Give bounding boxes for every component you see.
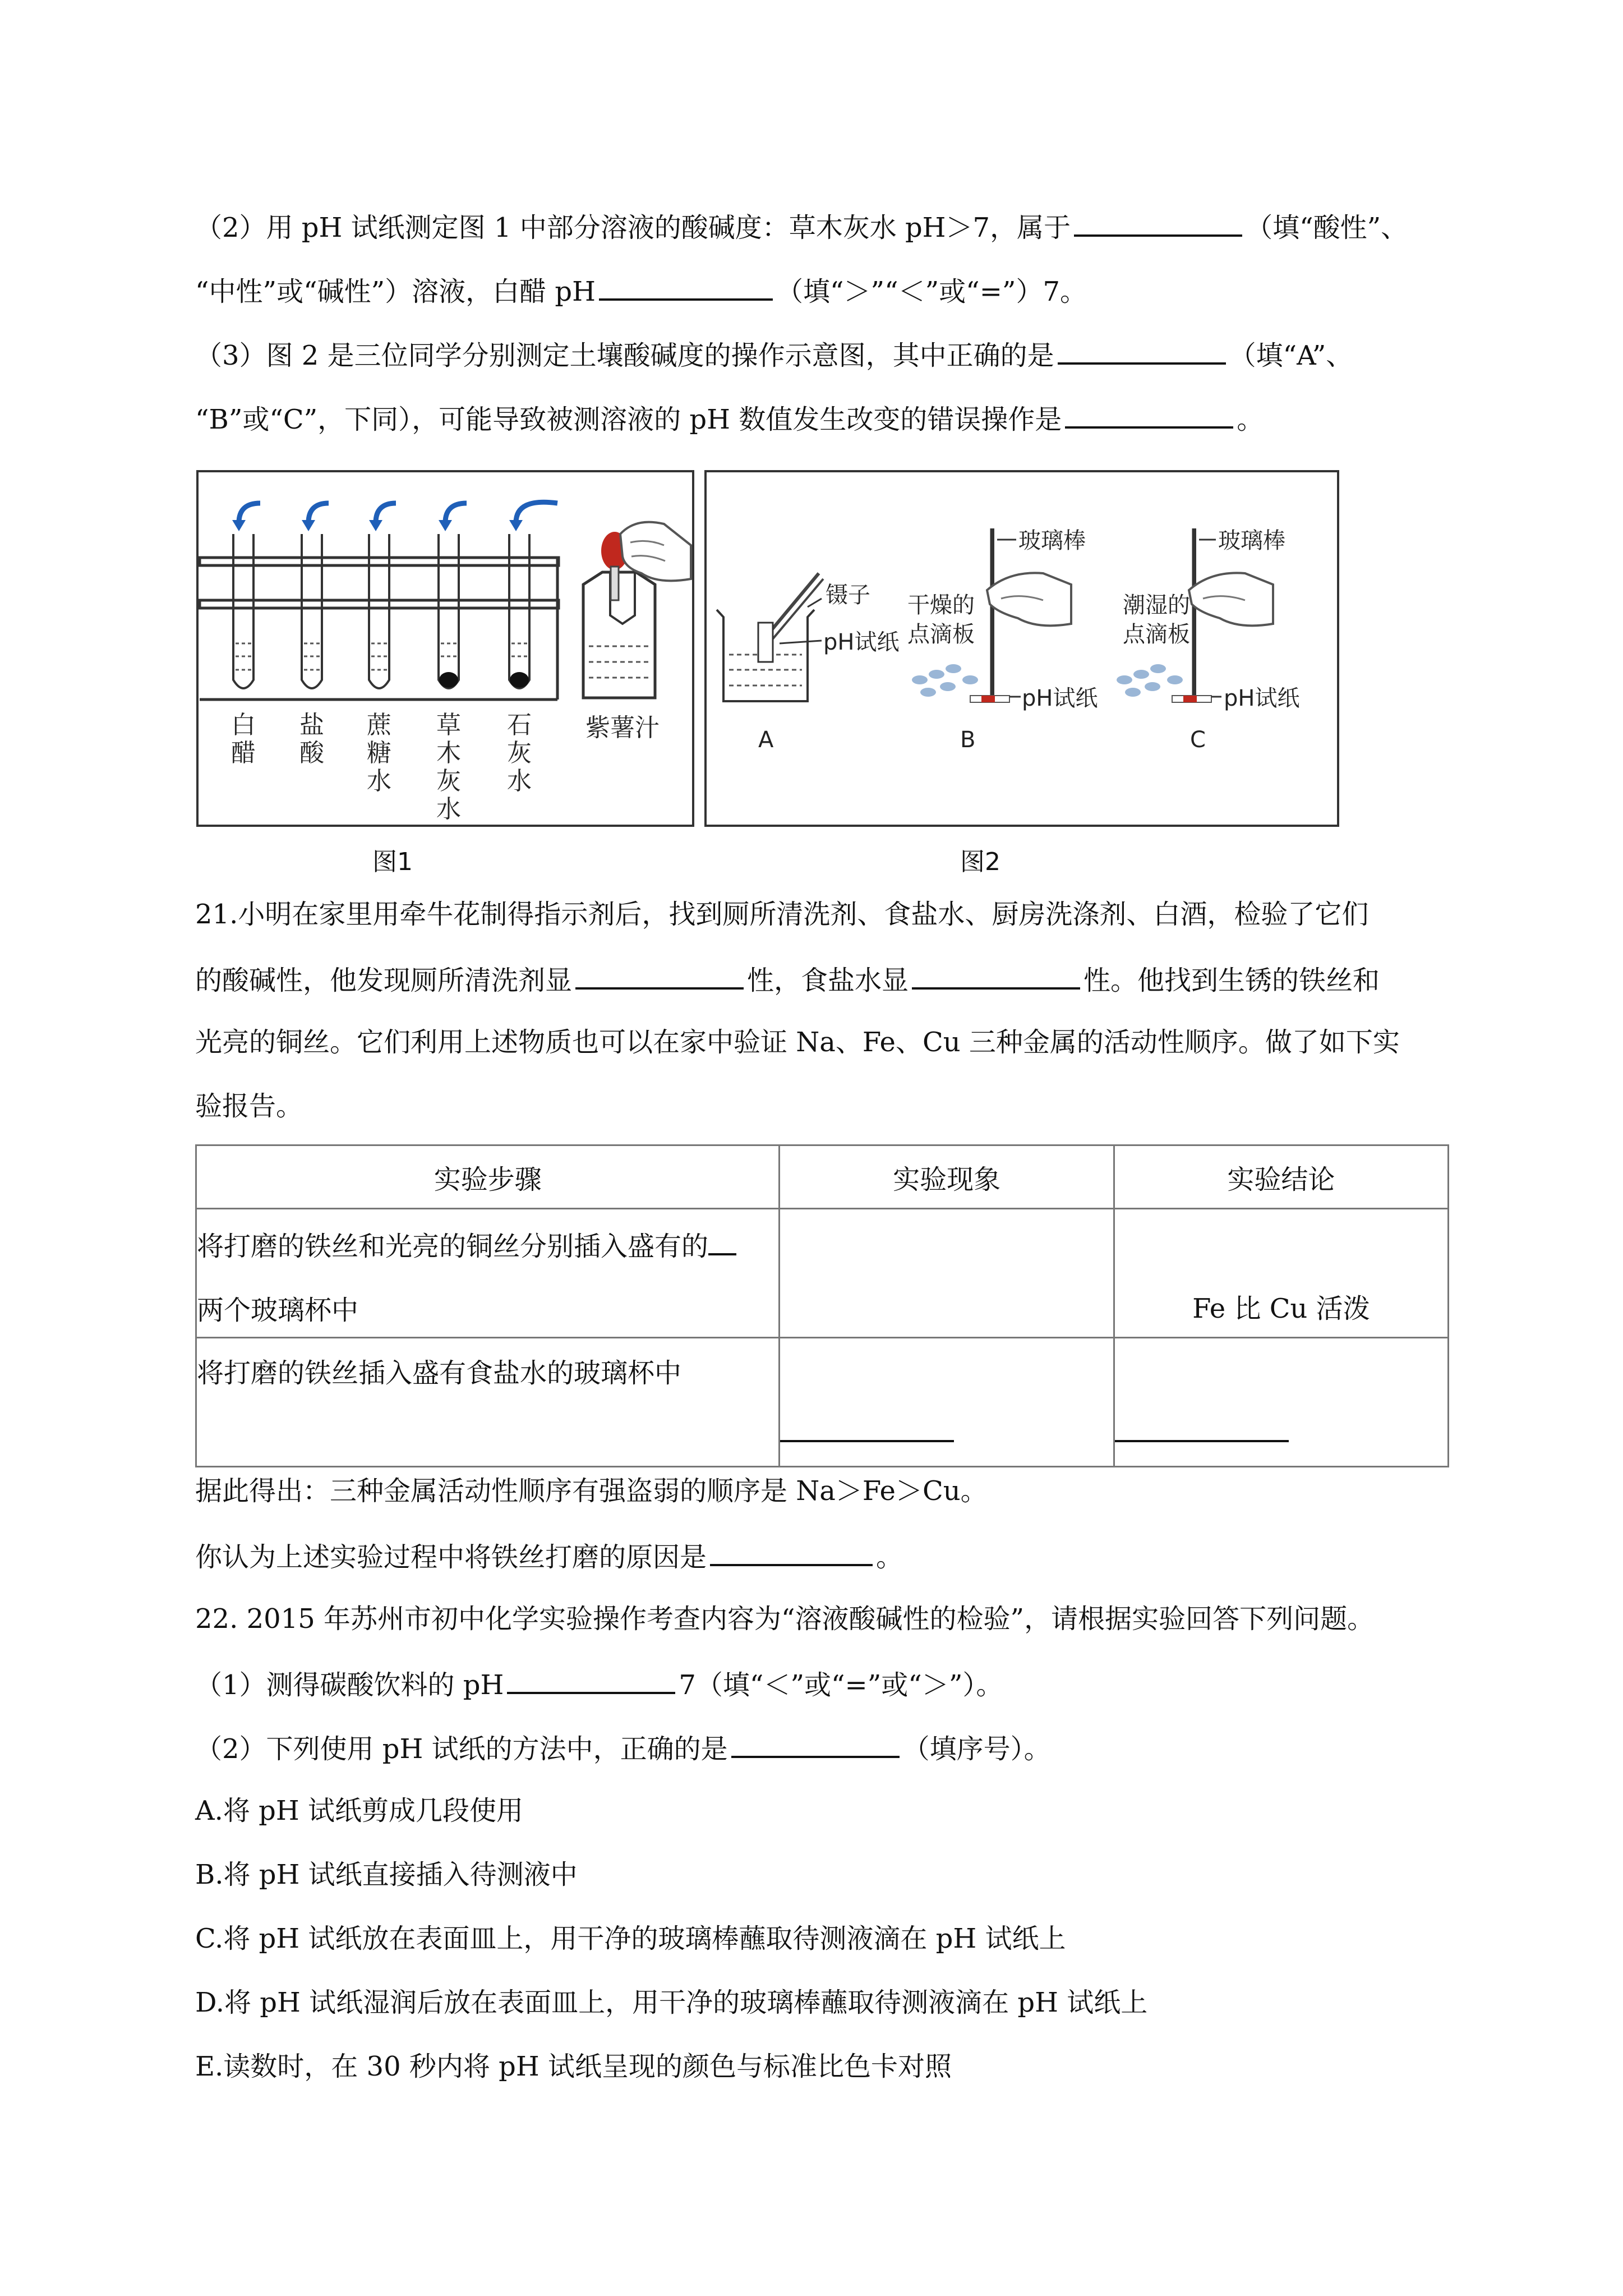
q22-line1: 22. 2015 年苏州市初中化学实验操作考查内容为“溶液酸碱性的检验”，请根据实验回答下列问题。 [195,1603,1375,1635]
bottle-label: 紫薯汁 [585,714,660,742]
figure-2 [704,470,1339,827]
label-c: C [1190,727,1206,753]
spot-plate-b [912,664,978,697]
tube-1-label-char: 醋 [231,739,256,767]
label-b: B [960,727,976,753]
label-glass-rod-c: 玻璃棒 [1218,528,1285,554]
answer-blank[interactable] [1115,1413,1289,1442]
header-conclusion: 实验结论 [1114,1145,1448,1209]
q22-text: （2）下列使用 pH 试纸的方法中，正确的是 [195,1733,728,1765]
figure-1-caption: 图1 [372,848,413,876]
q21-text: 性，食盐水显 [747,965,909,996]
label-ph-paper-c: pH试纸 [1224,685,1300,711]
tube-2-label-char: 酸 [299,739,324,767]
q22-option-d: D.将 pH 试纸湿润后放在表面皿上，用干净的玻璃棒蘸取待测液滴在 pH 试纸上 [195,1987,1148,2018]
row2-step-text: 将打磨的铁丝插入盛有食盐水的玻璃杯中 [197,1358,682,1389]
q21-line4: 验报告。 [195,1091,303,1122]
label-dry-plate-line2: 点滴板 [907,622,975,647]
q20-text: （填“＞”“＜”或“=”）7。 [776,276,1087,307]
row1-step [196,1209,780,1338]
label-a: A [758,727,774,753]
tube-4-label-char: 水 [436,795,461,823]
label-wet-plate-line2: 点滴板 [1123,622,1190,647]
q21-line3: 光亮的铜丝。它们利用上述物质也可以在家中验证 Na、Fe、Cu 三种金属的活动性顺序。做了如下实 [195,1027,1400,1058]
table-header-row [196,1145,1449,1209]
row2-conclusion[interactable] [1114,1338,1448,1467]
answer-blank[interactable] [507,1665,675,1694]
figure-2-caption: 图2 [960,848,1000,876]
row1-conclusion [1114,1209,1448,1338]
row1-step-text: 将打磨的铁丝和光亮的铜丝分别插入盛有的 [197,1231,709,1262]
tube-4-label-char: 草 [436,711,461,739]
tube-3-label-char: 水 [367,767,391,795]
q20-text: （2）用 pH 试纸测定图 1 中部分溶液的酸碱度：草木灰水 pH＞7，属于 [195,212,1071,243]
q22-text: （1）测得碳酸饮料的 pH [195,1669,504,1701]
hand-icon [987,573,1071,625]
table-row [196,1338,1449,1467]
row1-conclusion-text: Fe 比 Cu 活泼 [1192,1293,1370,1324]
answer-blank[interactable] [708,1226,736,1255]
answer-blank[interactable] [575,960,744,990]
q20-text: （填“酸性”、 [1246,212,1408,243]
answer-blank[interactable] [731,1729,900,1758]
experiment-report-table [195,1144,1449,1467]
q21-text: 性。他找到生锈的铁丝和 [1083,965,1380,996]
answer-blank[interactable] [912,960,1080,990]
q22-sub2 [195,1729,1051,1767]
arrow-head-icon [232,520,523,531]
label-wet-plate-line1: 潮湿的 [1123,592,1190,618]
q22-text: 7（填“＜”或“=”或“＞”）。 [679,1669,1003,1701]
header-phenomena: 实验现象 [780,1145,1114,1209]
q20-part2-line1 [195,208,1408,246]
q21-text: 的酸碱性，他发现厕所清洗剂显 [195,965,573,996]
table-row [196,1209,1449,1338]
q21-text: 你认为上述实验过程中将铁丝打磨的原因是 [195,1542,707,1573]
tweezers-icon [758,573,823,662]
tube-5-label-char: 水 [507,767,532,795]
q20-text: “中性”或“碱性”）溶液，白醋 pH [195,276,596,307]
q22-sub1 [195,1665,1003,1703]
header-steps: 实验步骤 [196,1145,780,1209]
tube-4-label-char: 木 [436,739,461,767]
tube-3-label-char: 糖 [367,739,391,767]
q21-after2 [195,1537,903,1575]
q21-line2 [195,960,1380,999]
q20-part3-line1 [195,335,1353,374]
answer-blank[interactable] [1065,399,1233,429]
spot-plate-c [1117,664,1183,697]
answer-blank[interactable] [599,272,773,301]
label-ph-paper-b: pH试纸 [1022,685,1098,711]
q20-text: （3）图 2 是三位同学分别测定土壤酸碱度的操作示意图，其中正确的是 [195,340,1054,371]
q22-option-a: A.将 pH 试纸剪成几段使用 [195,1795,524,1826]
tube-4-label-char: 灰 [436,767,461,795]
row2-phenomenon[interactable] [780,1338,1114,1467]
row1-step-text-2: 两个玻璃杯中 [197,1295,359,1326]
ph-paper-b [970,696,1009,702]
q20-text: 。 [1237,404,1264,435]
tube-2-label-char: 盐 [299,711,324,739]
tube-5-label-char: 灰 [507,739,532,767]
hand-icon [1189,573,1273,625]
figure-1 [196,470,694,827]
q20-text: “B”或“C”，下同），可能导致被测溶液的 pH 数值发生改变的错误操作是 [195,404,1062,435]
q22-option-b: B.将 pH 试纸直接插入待测液中 [195,1859,578,1890]
ph-paper-c [1172,696,1211,702]
row2-step [196,1338,780,1467]
row1-phenomenon[interactable] [780,1209,1114,1338]
tube-1-label-char: 白 [231,711,256,739]
answer-blank[interactable] [1058,335,1226,365]
figure-2-drawing [707,472,1337,825]
tube-3-label-char: 蔗 [367,711,391,739]
q21-text: 。 [876,1542,903,1573]
label-dry-plate-line1: 干燥的 [907,592,975,618]
q20-part2-line2 [195,272,1087,310]
figure-1-drawing [199,472,692,825]
answer-blank[interactable] [1074,208,1242,237]
arrow-icon [239,502,557,523]
q20-part3-line2 [195,399,1264,438]
label-glass-rod-b: 玻璃棒 [1018,528,1086,554]
label-tweezers: 镊子 [826,582,870,608]
q21-line1: 21.小明在家里用牵牛花制得指示剂后，找到厕所清洗剂、食盐水、厨房洗涤剂、白酒，检验了它们 [195,899,1369,930]
q20-text: （填“A”、 [1229,340,1353,371]
q21-after1: 据此得出：三种金属活动性顺序有强盗弱的顺序是 Na＞Fe＞Cu。 [195,1475,988,1507]
q22-text: （填序号）。 [902,1733,1051,1765]
answer-blank[interactable] [780,1413,954,1442]
q22-option-c: C.将 pH 试纸放在表面皿上，用干净的玻璃棒蘸取待测液滴在 pH 试纸上 [195,1923,1066,1954]
tube-5-label-char: 石 [507,711,532,739]
label-ph-paper-a: pH试纸 [823,629,900,655]
answer-blank[interactable] [710,1537,873,1566]
q22-option-e: E.读数时，在 30 秒内将 pH 试纸呈现的颜色与标准比色卡对照 [195,2051,952,2082]
